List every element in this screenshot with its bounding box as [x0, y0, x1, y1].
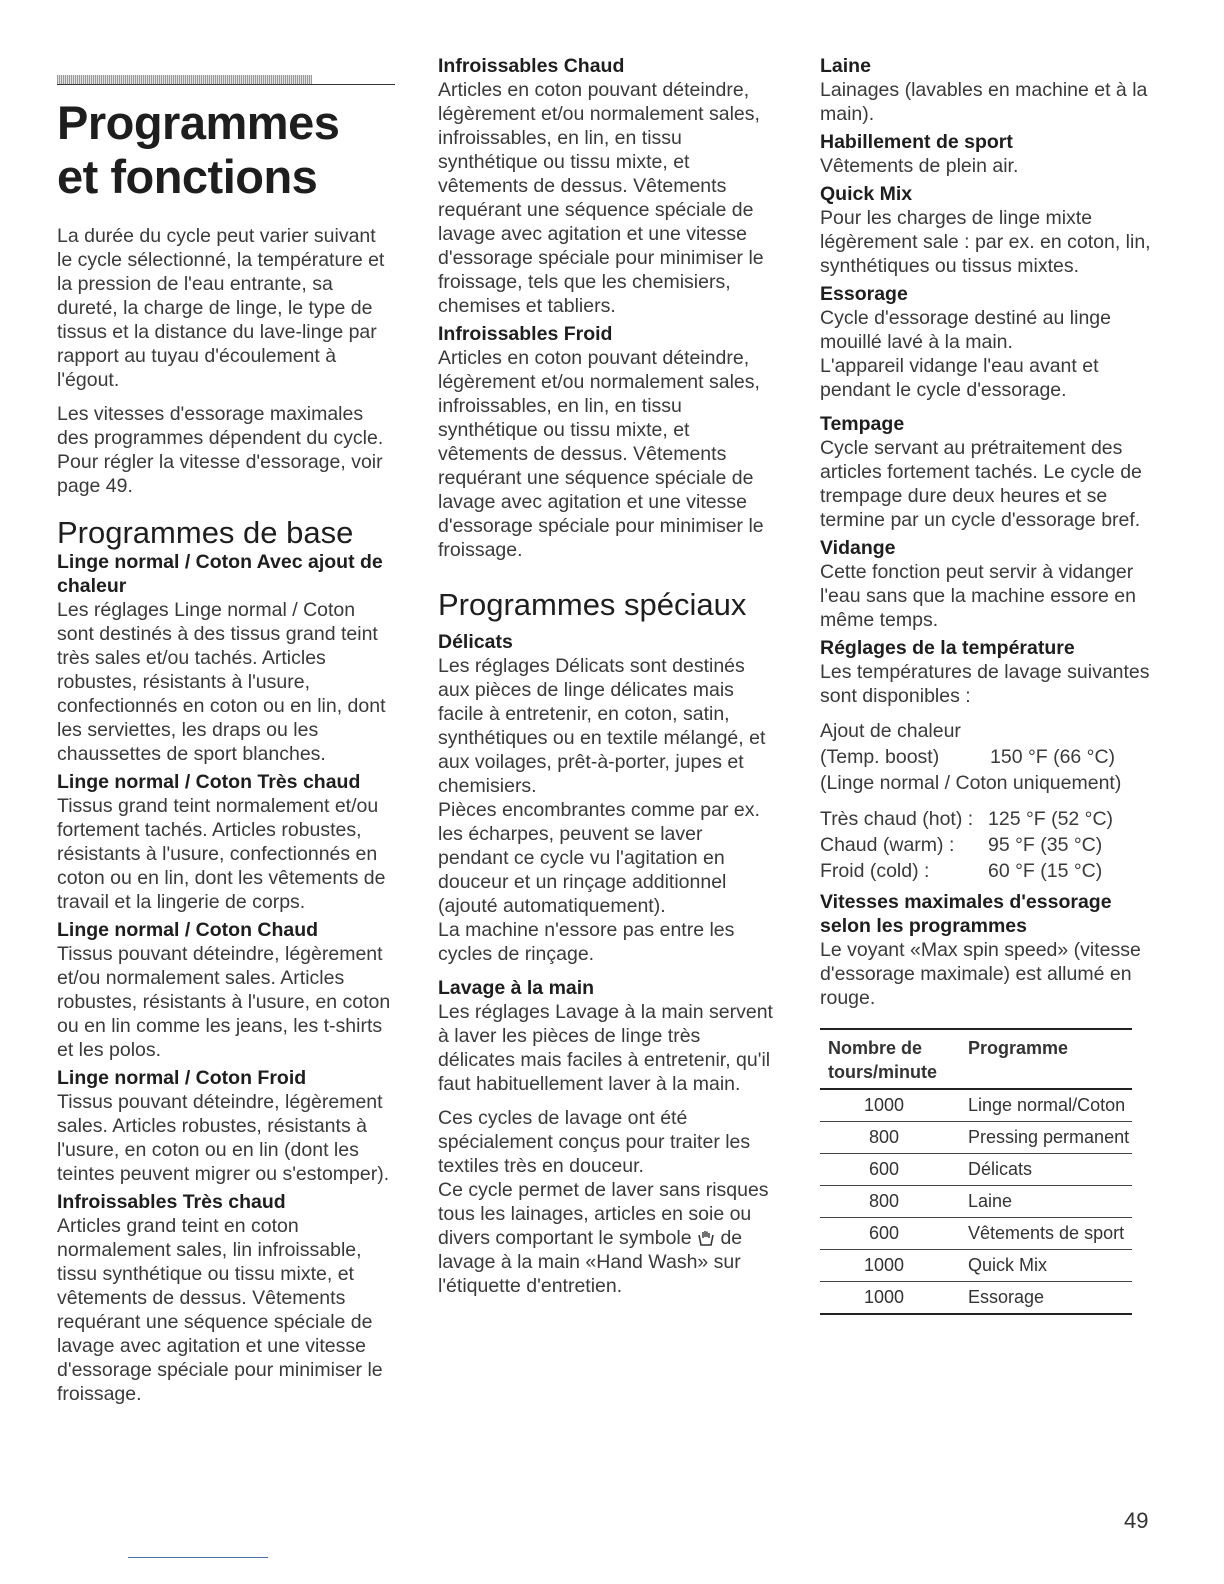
- hand-wash-title: Lavage à la main: [438, 977, 595, 999]
- trempage-text: Cycle servant au prétraitement des articles fortement tachés. Le cycle de trempage dure deux heures et se termine par un cycle d'essorage bref.: [820, 437, 1142, 531]
- temp-boost-value: 150 °F (66 °C): [990, 746, 1116, 768]
- spin-rpm: 800: [820, 1122, 948, 1154]
- delicats-title: Délicats: [438, 631, 513, 653]
- vidange-title: Vidange: [820, 537, 896, 559]
- base-item-title: Linge normal / Coton Chaud: [57, 919, 319, 941]
- base-item-title: Linge normal / Coton Très chaud: [57, 771, 361, 793]
- essorage-text-2: L'appareil vidange l'eau avant et pendant le cycle d'essorage.: [820, 355, 1099, 401]
- special-heading: Programmes spéciaux: [438, 587, 747, 622]
- temp-row: [820, 858, 1160, 884]
- spin-program: Essorage: [948, 1282, 1132, 1315]
- intro-paragraph-1: La durée du cycle peut varier suivant le cycle sélectionné, la température et la pression de l'eau entrante, sa dureté, la charge de linge, le type de tissus et la distance du lave-linge par rapport au tuyau d'écoulement à l'égout.: [57, 225, 385, 391]
- vidange-text: Cette fonction peut servir à vidanger l'eau sans que la machine essore en même temps.: [820, 561, 1136, 631]
- sport-text: Vêtements de plein air.: [820, 155, 1019, 177]
- intro-paragraph-2: Les vitesses d'essorage maximales des programmes dépendent du cycle. Pour régler la vitesse d'essorage, voir page 49.: [57, 403, 384, 497]
- delicats-text-3: La machine n'essore pas entre les cycles de rinçage.: [438, 919, 735, 965]
- hand-wash-icon: [697, 1229, 715, 1247]
- base-item-text: Tissus pouvant déteindre, légèrement et/ou normalement sales. Articles robustes, résistants à l'usure, en coton ou en lin comme les jeans, les t-shirts et les polos.: [57, 943, 391, 1061]
- column-2: [438, 54, 778, 1298]
- column-3: [820, 54, 1160, 1315]
- title-rule: [57, 75, 395, 85]
- base-item-6: [438, 322, 778, 562]
- base-item-3: [57, 1066, 395, 1186]
- temp-boost-line: [820, 718, 1160, 744]
- base-item-0: [57, 550, 395, 766]
- delicats-text-1: Les réglages Délicats sont destinés aux pièces de linge délicates mais facile à entretenir, en coton, satin, synthétiques ou en textile mélangé, et aux voilages, prêt-à-porter, jupes et chemisiers.: [438, 655, 766, 797]
- temp-boost-label-2: (Temp. boost): [820, 746, 940, 768]
- table-row: [820, 1218, 1132, 1250]
- essorage-block: [820, 282, 1160, 402]
- laine-block: [820, 54, 1160, 126]
- spin-rpm: 600: [820, 1154, 948, 1186]
- spin-program: Vêtements de sport: [948, 1218, 1132, 1250]
- footer-rule: [128, 1557, 268, 1558]
- temp-row-label: Chaud (warm) :: [820, 834, 955, 856]
- spin-program: Laine: [948, 1186, 1132, 1218]
- column-1: [57, 224, 395, 1406]
- hand-wash-text-3a: Ce cycle permet de laver sans risques tous les lainages, articles en soie ou divers comportant le symbole: [438, 1179, 769, 1249]
- page-title-line2: et fonctions: [57, 150, 318, 203]
- temperature-title: Réglages de la température: [820, 637, 1075, 659]
- spin-block: [820, 890, 1160, 1315]
- temperature-block: [820, 636, 1160, 884]
- page-title-line1: Programmes: [57, 96, 340, 149]
- base-item-title: Linge normal / Coton Froid: [57, 1067, 307, 1089]
- base-item-title: Infroissables Très chaud: [57, 1191, 286, 1213]
- spin-program: Délicats: [948, 1154, 1132, 1186]
- temp-row-label: Froid (cold) :: [820, 860, 930, 882]
- delicats-text-2: Pièces encombrantes comme par ex. les écharpes, peuvent se laver pendant ce cycle vu l'agitation en douceur et un rinçage additionnel (ajouté automatiquement).: [438, 799, 760, 917]
- base-item-title: Linge normal / Coton Avec ajout de chaleur: [57, 551, 383, 597]
- spin-program: Pressing permanent: [948, 1122, 1132, 1154]
- table-row: [820, 1122, 1132, 1154]
- essorage-title: Essorage: [820, 283, 908, 305]
- spin-col-program: Programme: [948, 1029, 1132, 1089]
- base-item-text: Tissus pouvant déteindre, légèrement sales. Articles robustes, résistants à l'usure, en coton ou en lin (dont les teintes peuvent migrer ou s'estomper).: [57, 1091, 390, 1185]
- base-item-text: Tissus grand teint normalement et/ou fortement tachés. Articles robustes, résistants à l'usure, confectionnés en coton ou en lin, dont les vêtements de travail et la lingerie de corps.: [57, 795, 386, 913]
- base-item-5: [438, 54, 778, 318]
- hand-wash-text-2: Ces cycles de lavage ont été spécialement conçus pour traiter les textiles très en douceur.: [438, 1107, 751, 1177]
- spin-table: [820, 1028, 1132, 1315]
- table-row: [820, 1089, 1132, 1122]
- table-row: [820, 1186, 1132, 1218]
- base-item-2: [57, 918, 395, 1062]
- temp-row-value: 60 °F (15 °C): [988, 860, 1103, 882]
- trempage-block: [820, 412, 1160, 532]
- laine-title: Laine: [820, 55, 871, 77]
- page-title: [57, 96, 339, 204]
- spin-rpm: 1000: [820, 1089, 948, 1122]
- spin-program: Quick Mix: [948, 1250, 1132, 1282]
- quick-mix-title: Quick Mix: [820, 183, 913, 205]
- base-item-text: Les réglages Linge normal / Coton sont destinés à des tissus grand teint très sales et/ou tachés. Articles robustes, résistants à l'usure, confectionnés en coton ou en lin, dont les serviettes, les draps ou les chaussettes de sport blanches.: [57, 599, 386, 765]
- base-item-text: Articles en coton pouvant déteindre, légèrement et/ou normalement sales, infroissables, en lin, en tissu synthétique ou tissu mixte, et vêtements de dessus. Vêtements requérant une séquence spéciale de lavage avec agitation et une vitesse d'essorage spéciale pour minimiser le froissage, tels que les chemisiers, chemises et tabliers.: [438, 79, 764, 317]
- temp-boost-row: [820, 744, 1160, 770]
- trempage-title: Tempage: [820, 413, 905, 435]
- spin-rpm: 800: [820, 1186, 948, 1218]
- quick-mix-block: [820, 182, 1160, 278]
- spin-rpm: 600: [820, 1218, 948, 1250]
- spin-col-rpm: Nombre de tours/minute: [820, 1029, 948, 1089]
- sport-title: Habillement de sport: [820, 131, 1013, 153]
- hand-wash-block: [438, 976, 778, 1298]
- table-row: [820, 1250, 1132, 1282]
- delicats-block: [438, 630, 778, 966]
- base-item-text: Articles en coton pouvant déteindre, légèrement et/ou normalement sales, infroissables, en lin, en tissu synthétique ou tissu mixte, et vêtements de dessus. Vêtements requérant une séquence spéciale de lavage avec agitation et une vitesse d'essorage spéciale pour minimiser le froissage.: [438, 347, 764, 561]
- base-item-title: Infroissables Froid: [438, 323, 613, 345]
- base-item-title: Infroissables Chaud: [438, 55, 625, 77]
- base-item-4: [57, 1190, 395, 1406]
- temp-boost-note: (Linge normal / Coton uniquement): [820, 772, 1122, 794]
- base-item-1: [57, 770, 395, 914]
- page-number: 49: [1124, 1508, 1149, 1533]
- temp-boost-note-row: [820, 770, 1160, 796]
- sport-block: [820, 130, 1160, 178]
- base-heading: Programmes de base: [57, 515, 354, 550]
- spin-program: Linge normal/Coton: [948, 1089, 1132, 1122]
- temp-row-value: 125 °F (52 °C): [988, 808, 1114, 830]
- essorage-text-1: Cycle d'essorage destiné au linge mouillé lavé à la main.: [820, 307, 1111, 353]
- spin-text: Le voyant «Max spin speed» (vitesse d'essorage maximale) est allumé en rouge.: [820, 939, 1141, 1009]
- spin-title: Vitesses maximales d'essorage selon les programmes: [820, 891, 1112, 937]
- hand-wash-text-3: [438, 1178, 778, 1298]
- spin-table-header: [820, 1029, 1132, 1089]
- temp-row: [820, 806, 1160, 832]
- quick-mix-text: Pour les charges de linge mixte légèrement sale : par ex. en coton, lin, synthétiques ou tissus mixtes.: [820, 207, 1151, 277]
- table-row: [820, 1154, 1132, 1186]
- temp-row-value: 95 °F (35 °C): [988, 834, 1103, 856]
- temp-boost-label-1: Ajout de chaleur: [820, 720, 961, 742]
- spin-rpm: 1000: [820, 1250, 948, 1282]
- hand-wash-text-3b: de lavage à la main «Hand Wash» sur l'étiquette d'entretien.: [438, 1227, 743, 1297]
- laine-text: Lainages (lavables en machine et à la main).: [820, 79, 1148, 125]
- temp-row-label: Très chaud (hot) :: [820, 808, 974, 830]
- hand-wash-text-1: Les réglages Lavage à la main servent à laver les pièces de linge très délicates mais faciles à entretenir, qu'il faut habituellement laver à la main.: [438, 1001, 773, 1095]
- temp-row: [820, 832, 1160, 858]
- vidange-block: [820, 536, 1160, 632]
- spin-rpm: 1000: [820, 1282, 948, 1315]
- table-row: [820, 1282, 1132, 1315]
- base-item-text: Articles grand teint en coton normalement sales, lin infroissable, tissu synthétique ou tissu mixte, et vêtements de dessus. Vêtements requérant une séquence spéciale de lavage avec agitation et une vitesse d'essorage spéciale pour minimiser le froissage.: [57, 1215, 383, 1405]
- temperature-intro: Les températures de lavage suivantes sont disponibles :: [820, 661, 1150, 707]
